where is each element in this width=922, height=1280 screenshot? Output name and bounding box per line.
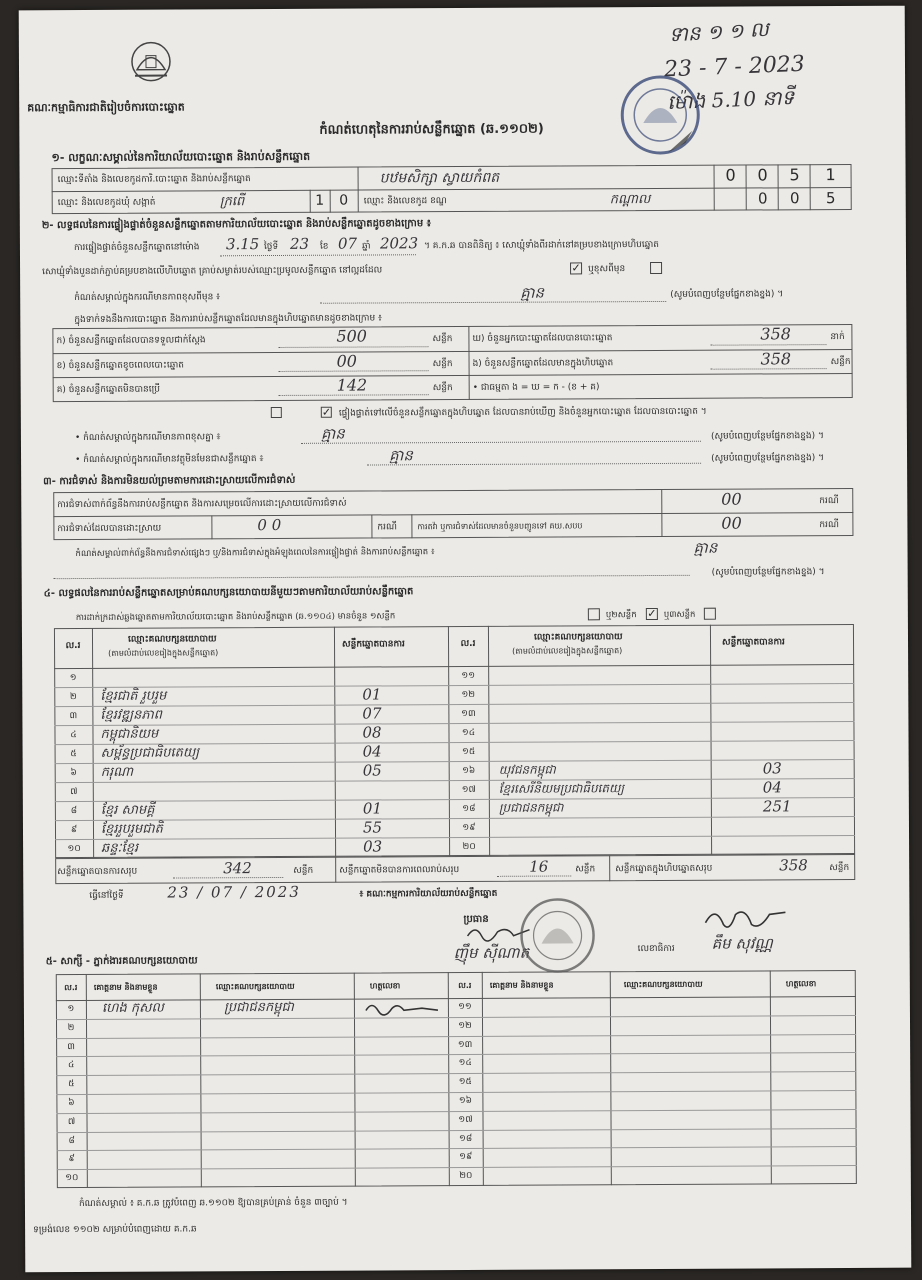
s2-line1-c: ខែ — [319, 241, 329, 252]
s5-footnote: កំណត់សម្គាល់ ៖ គ.ក.ឆ ត្រូវបំពេញ ឆ.១១០២ ឱ្យបានគ្រប់គ្រាន់ ចំនួន ៣ច្បាប់ ។ — [78, 1197, 348, 1210]
s2-ka-label: ក) ចំនួនសន្លឹកឆ្នោតដែលបានទទួលជាក់ស្តែង — [56, 335, 206, 347]
s4-col-no-left: ល.រ — [65, 641, 81, 652]
s3-r2-label: ការជំទាស់ដែលបានដោះស្រាយ — [57, 523, 162, 535]
s2-note-label: កំណត់សម្គាល់ក្នុងករណីមានភាពខុសពីមុន ៖ — [74, 292, 221, 304]
s4-row-no-left: ៩ — [70, 825, 78, 836]
s4-row-no-left: ៤ — [70, 730, 77, 741]
s2-ko-unit: សន្លឹក — [432, 383, 453, 394]
s5-row-no-left: ៣ — [67, 1042, 76, 1053]
s4-row-party-left: កម្ពុជានិយម — [100, 726, 159, 742]
s4-row-party-left: ករុណា — [100, 764, 134, 780]
s4-row-no-right: ១៩ — [462, 822, 476, 834]
s5-row-no-right: ១៤ — [458, 1057, 472, 1069]
s5-row-no-right: ១៩ — [459, 1151, 473, 1163]
s1-district-digit-1: 0 — [757, 189, 768, 208]
s2-bullet1-hint: (សូមបំពេញបន្ថែមផ្នែកខាងខ្នង) ។ — [710, 431, 824, 442]
s4-col-party-sub-right: (តាមលំដាប់លេខរៀងក្នុងសន្លឹកឆ្នោត) — [512, 646, 623, 656]
s1-row2-value2: កណ្តាល — [609, 192, 651, 208]
check-box-a[interactable] — [271, 407, 282, 418]
s2-ng-value: 358 — [760, 349, 792, 369]
s4-row-votes-left: 55 — [362, 818, 383, 837]
s2-kha-label: ខ) ចំនួនសន្លឹកឆ្នោតខូចពេលបោះឆ្នោត — [56, 360, 185, 372]
s5-row-no-left: ៨ — [68, 1136, 75, 1147]
s2-note-value: គ្មាន — [520, 283, 545, 302]
section3-heading: ៣- ការជំទាស់ និងការមិនយល់ព្រមតាមការដោះស្រាយលើការជំទាស់ — [43, 474, 296, 488]
s4-row-no-left: ៣ — [69, 711, 78, 722]
s5-row1-name: ហេង កុសល — [101, 1000, 164, 1016]
s4-sum-label1: សន្លឹកឆ្នោតបានការសរុប — [57, 866, 138, 878]
s4-col-party-sub-left: (តាមលំដាប់លេខរៀងក្នុងសន្លឹកឆ្នោត) — [108, 648, 219, 658]
s4-row-party-left: ឆន្ទៈខ្មែរ — [101, 840, 139, 856]
s4-row-no-left: ៨ — [70, 806, 78, 817]
s4-col-votes-left: សន្លឹកឆ្នោតបានការ — [342, 639, 405, 650]
s5-col-name-left: គោត្តនាម និងនាមខ្លួន — [93, 982, 158, 992]
s1-row1-label: ឈ្មោះទីតាំង និងលេខកូដការិ.បោះឆ្នោត និងរាប់សន្លឹកឆ្នោត — [57, 174, 251, 186]
s4-row-votes-left: 03 — [363, 837, 383, 856]
s5-col-party-right: ឈ្មោះគណបក្សនយោបាយ — [623, 979, 703, 990]
section4-heading: ៤- លទ្ធផលនៃការរាប់សន្លឹកឆ្នោតសម្រាប់គណបក្សនយោបាយនីមួយៗតាមការិយាល័យរាប់សន្លឹកឆ្នោត — [43, 586, 414, 600]
s3-r1-label: ការជំទាស់ពាក់ព័ន្ធនឹងការរាប់សន្លឹកឆ្នោត និងការសម្រេចលើការដោះស្រាយលើការជំទាស់ — [57, 498, 347, 511]
s4-sum-value2: 16 — [529, 857, 549, 876]
s5-row1-party: ប្រជាជនកម្ពុជា — [223, 999, 294, 1016]
s4-sum-value3: 358 — [779, 856, 808, 875]
s4-row-party-right: ប្រជាជនកម្ពុជា — [498, 800, 564, 815]
s2-time: 3.15 — [225, 235, 260, 254]
s2-ng-label: ង) ចំនួនសន្លឹកឆ្នោតដែលមានក្នុងហិបឆ្នោត — [472, 358, 614, 369]
s4-row-no-left: ៥ — [70, 749, 77, 760]
two-sheet-checkbox[interactable]: ✓ — [647, 606, 657, 621]
s2-check-line: ផ្ទៀងផ្ទាត់ទៅលើចំនួនសន្លឹកឆ្នោតក្នុងហិបឆ្នោត ដែលបានរាប់ឃើញ និងចំនួនអ្នកបោះឆ្នោត ដែលបានបោះឆ្នោត ។ — [338, 406, 707, 419]
s3-note-value: គ្មាន — [693, 538, 718, 557]
s5-col-no-left: ល.រ — [64, 983, 78, 993]
s4-row-votes-left: 01 — [362, 799, 383, 818]
secretary-name: គឹម សុវណ្ណ — [711, 934, 773, 953]
s4-sub-b: ឬ២សន្លឹក — [605, 610, 637, 621]
one-sheet-checkbox[interactable] — [588, 608, 600, 620]
s1-digit-1: 0 — [725, 165, 736, 185]
s2-bullet2-label: • កំណត់សម្គាល់ក្នុងករណីមានវត្ថុមិនមែនជាសន្លឹកឆ្នោត ៖ — [75, 454, 264, 466]
s4-row-no-right: ១៧ — [461, 784, 476, 796]
s4-sum-unit1: សន្លឹក — [293, 865, 314, 876]
form-title: កំណត់ហេតុនៃការរាប់សន្លឹកឆ្នោត (ឆ.១១០២) — [319, 121, 544, 138]
s5-row-no-left: ៥ — [68, 1079, 75, 1090]
form-sheet — [19, 6, 912, 1273]
section5-heading: ៥- សាក្សី - ភ្នាក់ងារគណបក្សនយោបាយ — [45, 955, 198, 968]
s2-kho-unit: នាក់ — [830, 332, 845, 343]
s4-row-no-right: ១១ — [461, 670, 476, 682]
section2-heading: ២- លទ្ធផលនៃការផ្ទៀងផ្ទាត់ចំនួនសន្លឹកឆ្នោតតាមការិយាល័យបោះឆ្នោត និងរាប់សន្លឹកឆ្នោតដូចខាងក្រោម ៖ — [41, 218, 432, 232]
s1-district-digit-2: 0 — [789, 189, 800, 208]
s5-row-no-left: ១០ — [65, 1173, 79, 1184]
s4-col-no-right: ល.រ — [460, 638, 476, 650]
s2-kha-value: 00 — [336, 351, 357, 371]
s4-row-votes-right: 251 — [762, 797, 792, 816]
s2-intro: ក្នុងទាក់ទងនឹងការបោះឆ្នោត និងការរាប់សន្លឹកឆ្នោតដែលមានក្នុងហិបឆ្នោតមានដូចខាងក្រោម ៖ — [74, 313, 383, 326]
s2-year: 2023 — [379, 234, 419, 253]
s4-committee: ៖ គណៈកម្មការការិយាល័យរាប់សន្លឹកឆ្នោត — [359, 888, 498, 900]
s4-row-party-right: យុវជនកម្ពុជា — [498, 762, 556, 777]
s5-row-no-left: ៧ — [67, 1117, 76, 1128]
s1-digit-3: 5 — [789, 165, 800, 185]
s1-commune-digit-1: 1 — [315, 192, 325, 209]
s1-row2-label2: ឈ្មោះ និងលេខកូដ ខណ្ឌ — [363, 196, 447, 207]
s4-sum-value1: 342 — [223, 859, 252, 878]
s4-row-no-left: ២ — [69, 692, 77, 703]
receipt-note-date: 23 - 7 - 2023 — [663, 51, 806, 83]
s4-row-votes-right: 03 — [762, 759, 782, 778]
receipt-note-time: ម៉ោង 5.10 នាទី — [666, 85, 795, 115]
s5-col-no-right: ល.រ — [458, 980, 472, 991]
s4-row-no-left: ៦ — [70, 768, 77, 779]
s1-row1-value: បឋមសិក្សា ស្វាយកំពត — [379, 169, 500, 187]
s2-ko-label: គ) ចំនួនសន្លឹកឆ្នោតមិនបានប្រើ — [56, 384, 161, 396]
s4-row-votes-left: 01 — [362, 685, 382, 704]
s5-row-no-right: ១២ — [458, 1020, 472, 1032]
s1-digit-4: 1 — [825, 165, 836, 185]
receipt-note-line1: ទាន ១ ១ ល — [668, 16, 770, 47]
s2-line1-d: ឆ្នាំ — [361, 241, 371, 252]
s2-ng-unit: សន្លឹក — [830, 356, 851, 368]
nec-emblem-icon — [127, 40, 175, 86]
s3-note-hint: (សូមបំពេញបន្ថែមផ្នែកខាងខ្នង) ។ — [711, 567, 825, 578]
s1-district-digit-3: 5 — [825, 189, 836, 208]
s2-line1-b: ថ្ងៃទី — [263, 241, 279, 253]
s4-row-no-right: ១៨ — [462, 803, 476, 815]
s4-row-party-left: ខ្មែរជាតិ រួបរួម — [100, 688, 167, 704]
committee-seal-icon — [515, 895, 599, 975]
s4-col-votes-right: សន្លឹកឆ្នោតបានការ — [721, 637, 785, 648]
s4-row-votes-left: 05 — [362, 761, 382, 780]
s5-row-no-left: ១ — [67, 1004, 75, 1015]
s2-bullet2-hint: (សូមបំពេញបន្ថែមផ្នែកខាងខ្នង) ។ — [711, 453, 825, 464]
s3-r2-value2: 00 — [721, 513, 742, 533]
s2-kho-label: ឃ) ចំនួនអ្នកបោះឆ្នោតដែលបានបោះឆ្នោត — [472, 333, 613, 344]
unchanged-checkbox[interactable]: ✓ — [571, 261, 581, 275]
s2-kho-value: 358 — [760, 324, 792, 344]
s4-row-votes-left: 08 — [362, 723, 382, 742]
chair-name: ញ៉ឹម ស៊ីណាត — [453, 943, 530, 963]
s5-row-no-left: ៩ — [68, 1154, 75, 1165]
s4-row-no-right: ១៤ — [461, 727, 476, 739]
s4-row-votes-right: 04 — [762, 778, 782, 797]
s5-row-no-left: ៤ — [68, 1060, 75, 1071]
s5-row-no-right: ១៨ — [458, 1133, 473, 1145]
secretary-signature-icon — [699, 902, 789, 936]
s5-row-no-right: ១៧ — [458, 1114, 473, 1126]
s1-commune-digit-2: 0 — [339, 192, 349, 209]
s4-row-no-right: ១៦ — [462, 765, 476, 777]
s4-sum-unit2: សន្លឹក — [575, 864, 596, 875]
three-sheet-checkbox[interactable] — [704, 608, 716, 620]
s4-row-votes-left: 07 — [362, 704, 382, 723]
s4-col-party-left: ឈ្មោះគណបក្សនយោបាយ — [127, 634, 217, 645]
s3-r2-label2: ការតវ៉ា ឬការជំទាស់ដែលមានចំនួនបញ្ជូនទៅ គឃ.សបប — [417, 521, 583, 532]
s4-sub: ការដាក់ក្រដាស់ឆ្លងឆ្នោតតាមការិយាល័យបោះឆ្នោត និងរាប់សន្លឹកឆ្នោត (ឆ.១១០៤) មានចំនួន ១សន្លឹក — [75, 611, 396, 624]
s5-row-no-left: ២ — [67, 1023, 75, 1034]
s4-row-no-right: ២០ — [462, 841, 476, 853]
s2-day: 23 — [289, 234, 310, 253]
s4-row-no-left: ៧ — [70, 787, 78, 798]
s4-row-party-left: ខ្មែរ សាមគ្គី — [100, 802, 155, 818]
s4-row-no-right: ១២ — [461, 689, 476, 701]
chair-label: ប្រធាន — [463, 913, 489, 926]
s5-row-no-right: ១៦ — [458, 1095, 473, 1107]
s2-bullet1-value: គ្មាន — [320, 424, 345, 443]
s5-row-no-right: ២០ — [459, 1170, 473, 1182]
s1-digit-2: 0 — [757, 165, 768, 185]
s5-col-party-left: ឈ្មោះគណបក្សនយោបាយ — [215, 981, 295, 992]
s5-bottom: ទម្រង់លេខ ១១០២ សម្រាប់បំពេញដោយ គ.ក.ឆ — [33, 1224, 197, 1236]
s3-r2-case: ករណី — [377, 522, 398, 533]
s4-row-votes-left: 04 — [362, 742, 382, 761]
changed-checkbox[interactable] — [650, 262, 662, 274]
s4-sum-label3: សន្លឹកឆ្នោតក្នុងហិបឆ្នោតសរុប — [615, 863, 713, 875]
section1-heading: ១- លក្ខណៈសម្គាល់នៃការិយាល័យបោះឆ្នោត និងរាប់សន្លឹកឆ្នោត — [51, 149, 311, 165]
s4-date-label: ធ្វើនៅថ្ងៃទី — [89, 890, 124, 901]
s5-row-no-right: ១១ — [458, 1001, 472, 1013]
s2-kha-unit: សន្លឹក — [432, 359, 453, 370]
s2-line2: សោឃ្មុំទាំងបួនដាក់ភ្ជាប់គម្របខាងលើហិបឆ្នោត គ្រាប់សម្ងាត់របស់ឈ្មោះប្រមូលសន្លឹកឆ្នោត នៅល្អដដែល — [42, 265, 383, 278]
s3-note-label: កំណត់សម្គាល់ពាក់ព័ន្ធនឹងការជំទាស់ផ្សេងៗ ឬ/និងការជំទាស់ក្នុងអំឡុងពេលនៃការផ្ទៀងផ្ទាត់ និងការរាប់សន្លឹកឆ្នោត ៖ — [75, 547, 435, 560]
s5-col-sign-right: ហត្ថលេខា — [785, 979, 817, 989]
s3-r1-value: 00 — [721, 489, 742, 509]
s2-month: 07 — [337, 234, 358, 253]
s2-ka-value: 500 — [336, 326, 368, 346]
s4-row-no-right: ១៣ — [461, 708, 476, 720]
s4-sum-label2: សន្លឹកឆ្នោតមិនបានការពេលរាប់សរុប — [339, 865, 460, 876]
s2-bullet1-label: • កំណត់សម្គាល់ក្នុងករណីមានភាពខុសគ្នា ៖ — [74, 432, 221, 444]
s4-sum-unit3: សន្លឹក — [829, 862, 850, 874]
s2-line1-e: ។ គ.ក.ឆ បានពិនិត្យ ៖ សោឃ្មុំទាំងពីរដាក់នៅគម្របខាងក្រោមហិបឆ្នោត — [423, 239, 660, 252]
s3-r2-value: 0 0 — [257, 515, 282, 535]
check-box-b[interactable]: ✓ — [321, 405, 332, 419]
s5-row-no-left: ៦ — [68, 1098, 75, 1109]
s4-row-party-left: ខ្មែររួបរួមជាតិ — [100, 821, 163, 837]
s4-row-party-left: ខ្មែរវឌ្ឍនភាព — [100, 707, 163, 723]
s4-row-no-left: ១០ — [67, 844, 81, 855]
secretary-label: លេខាធិការ — [637, 943, 675, 955]
s4-row-no-left: ១ — [69, 673, 77, 684]
s4-row-party-right: ខ្មែរសេរីនិយមប្រជាធិបតេយ្យ — [498, 781, 625, 796]
s3-r1-case: ករណី — [819, 496, 839, 507]
s1-row2-label: ឈ្មោះ និងលេខកូដឃុំ សង្កាត់ — [57, 197, 156, 209]
s2-formula: • ជាធម្មតា ង = ឃ = ក - (ខ + គ) — [472, 382, 600, 393]
official-seal-icon — [617, 73, 703, 157]
s4-sub-c: ឬ៣សន្លឹក — [663, 609, 696, 620]
s5-col-name-right: គោត្តនាម និងនាមខ្លួន — [489, 980, 554, 990]
s3-r2-case2: ករណី — [819, 520, 839, 531]
s2-ka-unit: សន្លឹក — [432, 334, 453, 345]
s1-row2-value: ក្រពើ — [219, 194, 245, 210]
s5-row-no-right: ១៥ — [458, 1076, 472, 1088]
s2-line1-a: ការផ្ទៀងផ្ទាត់ចំនួនសន្លឹកឆ្នោតនៅម៉ោង — [73, 242, 200, 254]
s4-date-value: 23 / 07 / 2023 — [167, 882, 301, 902]
s2-bullet2-value: គ្មាន — [388, 446, 413, 465]
s4-col-party-right: ឈ្មោះគណបក្សនយោបាយ — [533, 632, 623, 643]
org-name: គណៈកម្មាធិការជាតិរៀបចំការបោះឆ្នោត — [27, 100, 185, 115]
s2-note-hint: (សូមបំពេញបន្ថែមផ្នែកខាងខ្នង) ។ — [670, 289, 784, 300]
s4-row-no-right: ១៥ — [461, 746, 476, 758]
s5-col-sign-left: ហត្ថលេខា — [369, 981, 401, 991]
s5-row-no-right: ១៣ — [457, 1039, 473, 1051]
s5-row1-signature-icon — [362, 996, 442, 1018]
s4-row-party-left: សម្ព័ន្ធប្រជាធិបតេយ្យ — [100, 745, 200, 761]
s2-changed-label: ឬខុសពីមុន — [588, 264, 626, 275]
s2-ko-value: 142 — [336, 375, 368, 395]
